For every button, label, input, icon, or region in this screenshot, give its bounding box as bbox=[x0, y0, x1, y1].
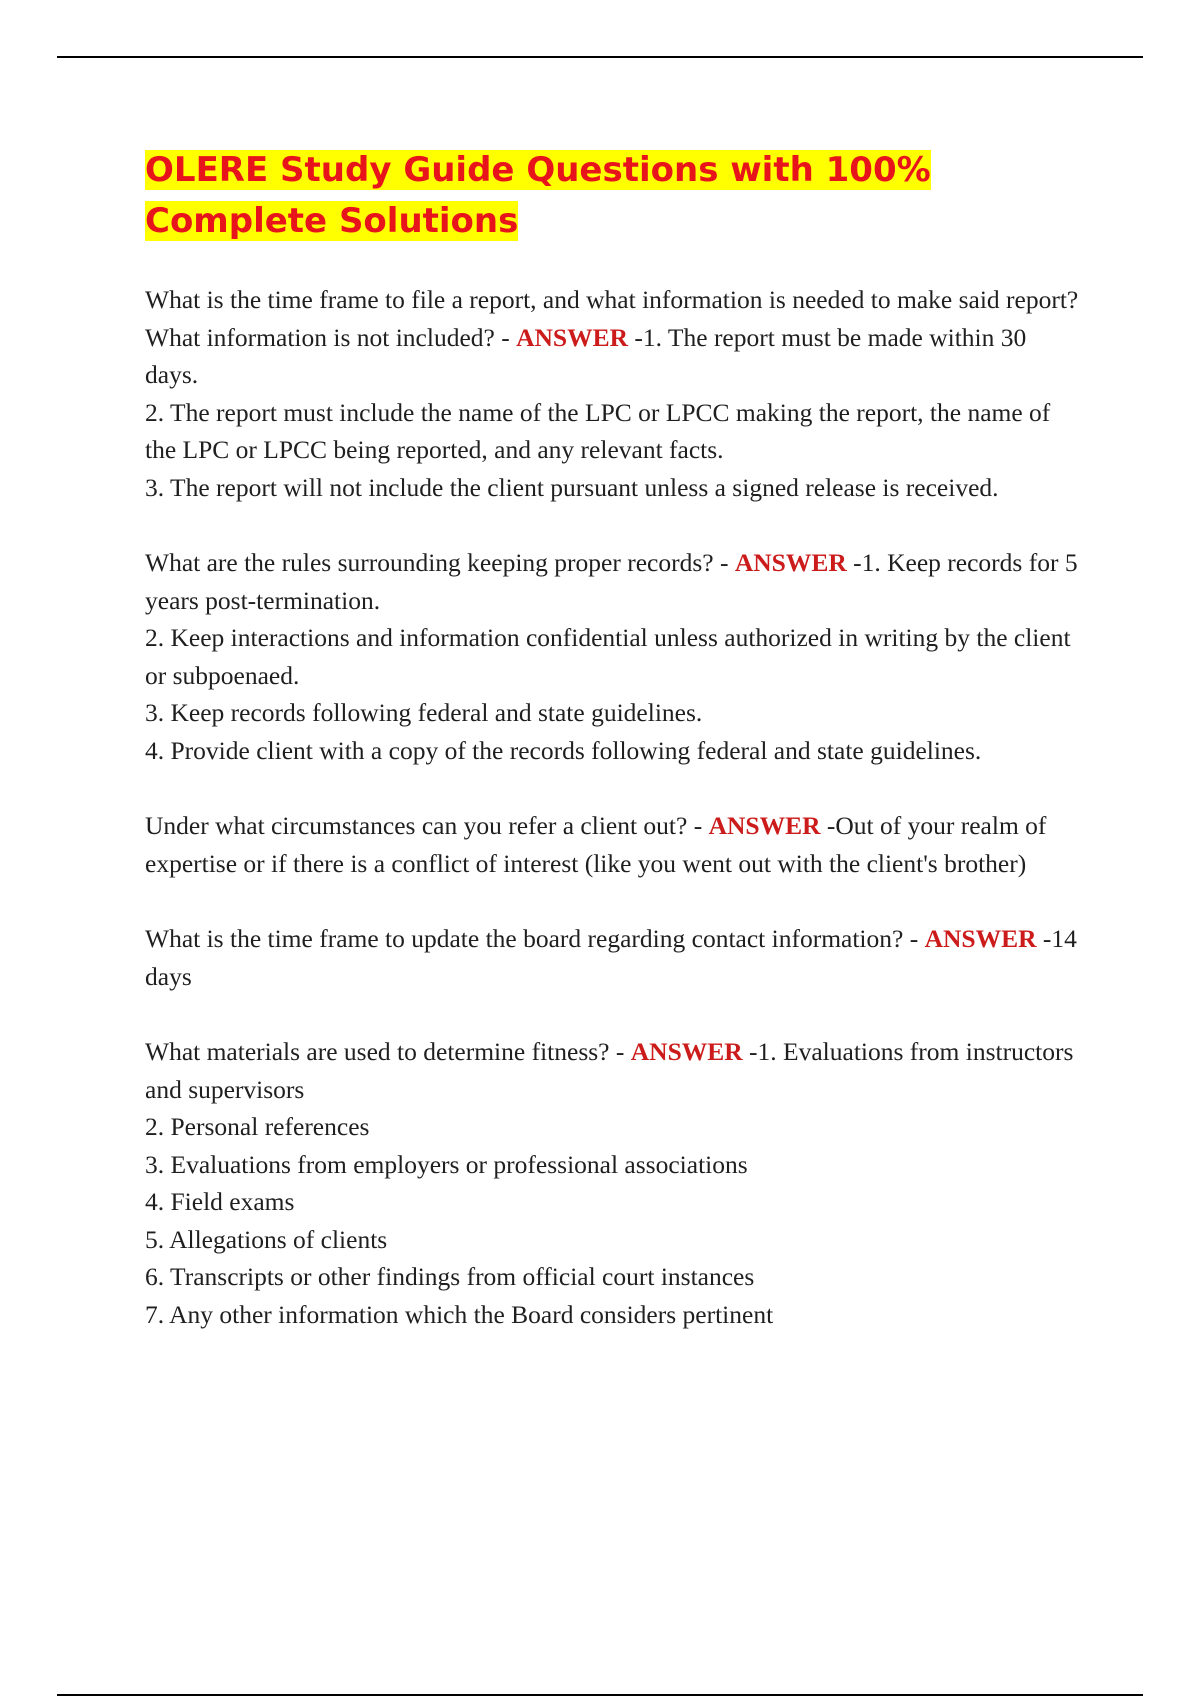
answer-line: 4. Provide client with a copy of the records following federal and state guidelines. bbox=[145, 735, 982, 765]
answer-line: 3. Keep records following federal and state guidelines. bbox=[145, 698, 703, 727]
answer-line: 2. The report must include the name of the LPC or LPCC making the report, the name of the LPC or LPCC being reported, and any relevant facts. bbox=[145, 397, 1051, 464]
answer-text: -14 days bbox=[145, 924, 1077, 991]
answer-label: ANSWER bbox=[708, 811, 821, 840]
bottom-horizontal-rule bbox=[57, 1694, 1143, 1696]
answer-text: -1. Evaluations from instructors and supervisors bbox=[145, 1037, 1074, 1104]
title-highlight: OLERE Study Guide Questions with 100% Complete Solutions bbox=[145, 150, 931, 241]
answer-line: 5. Allegations of clients bbox=[145, 1224, 388, 1254]
answer-line: 2. Personal references bbox=[145, 1112, 370, 1141]
answer-label: ANSWER bbox=[630, 1037, 743, 1066]
answer-line: 2. Keep interactions and information confidential unless authorized in writing by the client or subpoenaed. bbox=[145, 623, 1071, 690]
question-text: Under what circumstances can you refer a client out? - bbox=[145, 811, 709, 840]
qa-item bbox=[145, 1033, 1085, 1333]
qa-item bbox=[145, 281, 1085, 506]
document-title bbox=[145, 145, 1085, 247]
answer-text: -Out of your realm of expertise or if there is a conflict of interest (like you went out with the client's brother) bbox=[145, 811, 1047, 878]
answer-line: 4. Field exams bbox=[145, 1187, 295, 1216]
answer-line: 7. Any other information which the Board considers pertinent bbox=[145, 1299, 774, 1329]
answer-text: -1. Keep records for 5 years post-termination. bbox=[145, 548, 1078, 615]
answer-line: 6. Transcripts or other findings from official court instances bbox=[145, 1262, 755, 1291]
question-text: What materials are used to determine fitness? - bbox=[145, 1037, 631, 1066]
document-body bbox=[145, 145, 1085, 1371]
answer-label: ANSWER bbox=[924, 924, 1037, 953]
answer-label: ANSWER bbox=[734, 548, 847, 577]
answer-text: -1. The report must be made within 30 days. bbox=[145, 322, 1027, 389]
question-text: What are the rules surrounding keeping proper records? - bbox=[145, 548, 735, 577]
top-horizontal-rule bbox=[57, 56, 1143, 58]
answer-label: ANSWER bbox=[516, 322, 629, 352]
question-text: What is the time frame to update the board regarding contact information? - bbox=[145, 924, 925, 953]
answer-line: 3. Evaluations from employers or professional associations bbox=[145, 1149, 748, 1179]
answer-line: 3. The report will not include the client pursuant unless a signed release is received. bbox=[145, 472, 999, 502]
qa-item bbox=[145, 544, 1085, 769]
question-text: What is the time frame to file a report, and what information is needed to make said report? What information is not included? - bbox=[145, 285, 1079, 352]
qa-item bbox=[145, 807, 1085, 882]
qa-item bbox=[145, 920, 1085, 995]
